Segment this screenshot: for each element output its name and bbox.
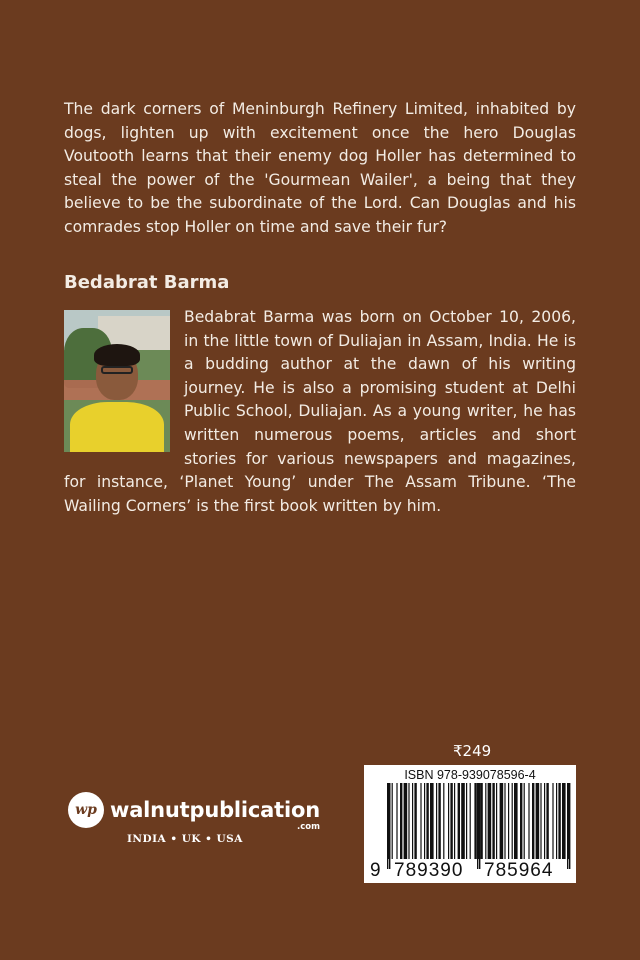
isbn-label: ISBN 978-939078596-4 — [404, 768, 536, 782]
author-bio-block — [64, 306, 576, 518]
isbn-digit-first: 9 — [370, 860, 382, 881]
isbn-barcode — [364, 765, 576, 883]
author-bio-text: Bedabrat Barma was born on October 10, 2006, in the little town of Duliajan in Assam, India. He is a budding author at the dawn of his writing journey. He is also a promising student at Delhi Public School, Duliajan. As a young writer, he has written numerous poems, articles and short stories for various newspapers and magazines, for instance, ‘Planet Young’ under The Assam Tribune. ‘The Wailing Corners’ is the first book written by him. — [64, 308, 576, 515]
walnut-logo-icon: wp — [68, 792, 104, 828]
publisher-logo — [68, 792, 320, 832]
isbn-digits-left: 789390 — [394, 860, 464, 881]
back-cover-blurb: The dark corners of Meninburgh Refinery Limited, inhabited by dogs, lighten up with excitement once the hero Douglas Voutooth learns that their enemy dog Holler has determined to steal the power of the 'Gourmean Wailer', a being that they believe to be the subordinate of the Lord. Can Douglas and his comrades stop Holler on time and save their fur? — [64, 100, 576, 236]
publisher-name: walnutpublication — [110, 798, 320, 822]
author-heading: Bedabrat Barma — [64, 272, 230, 293]
author-photo — [64, 310, 170, 452]
isbn-digits-right: 785964 — [484, 860, 554, 881]
publisher-countries: INDIA • UK • USA — [127, 833, 243, 845]
publisher-domain-suffix: .com — [296, 822, 320, 832]
price-label: ₹249 — [453, 742, 492, 760]
